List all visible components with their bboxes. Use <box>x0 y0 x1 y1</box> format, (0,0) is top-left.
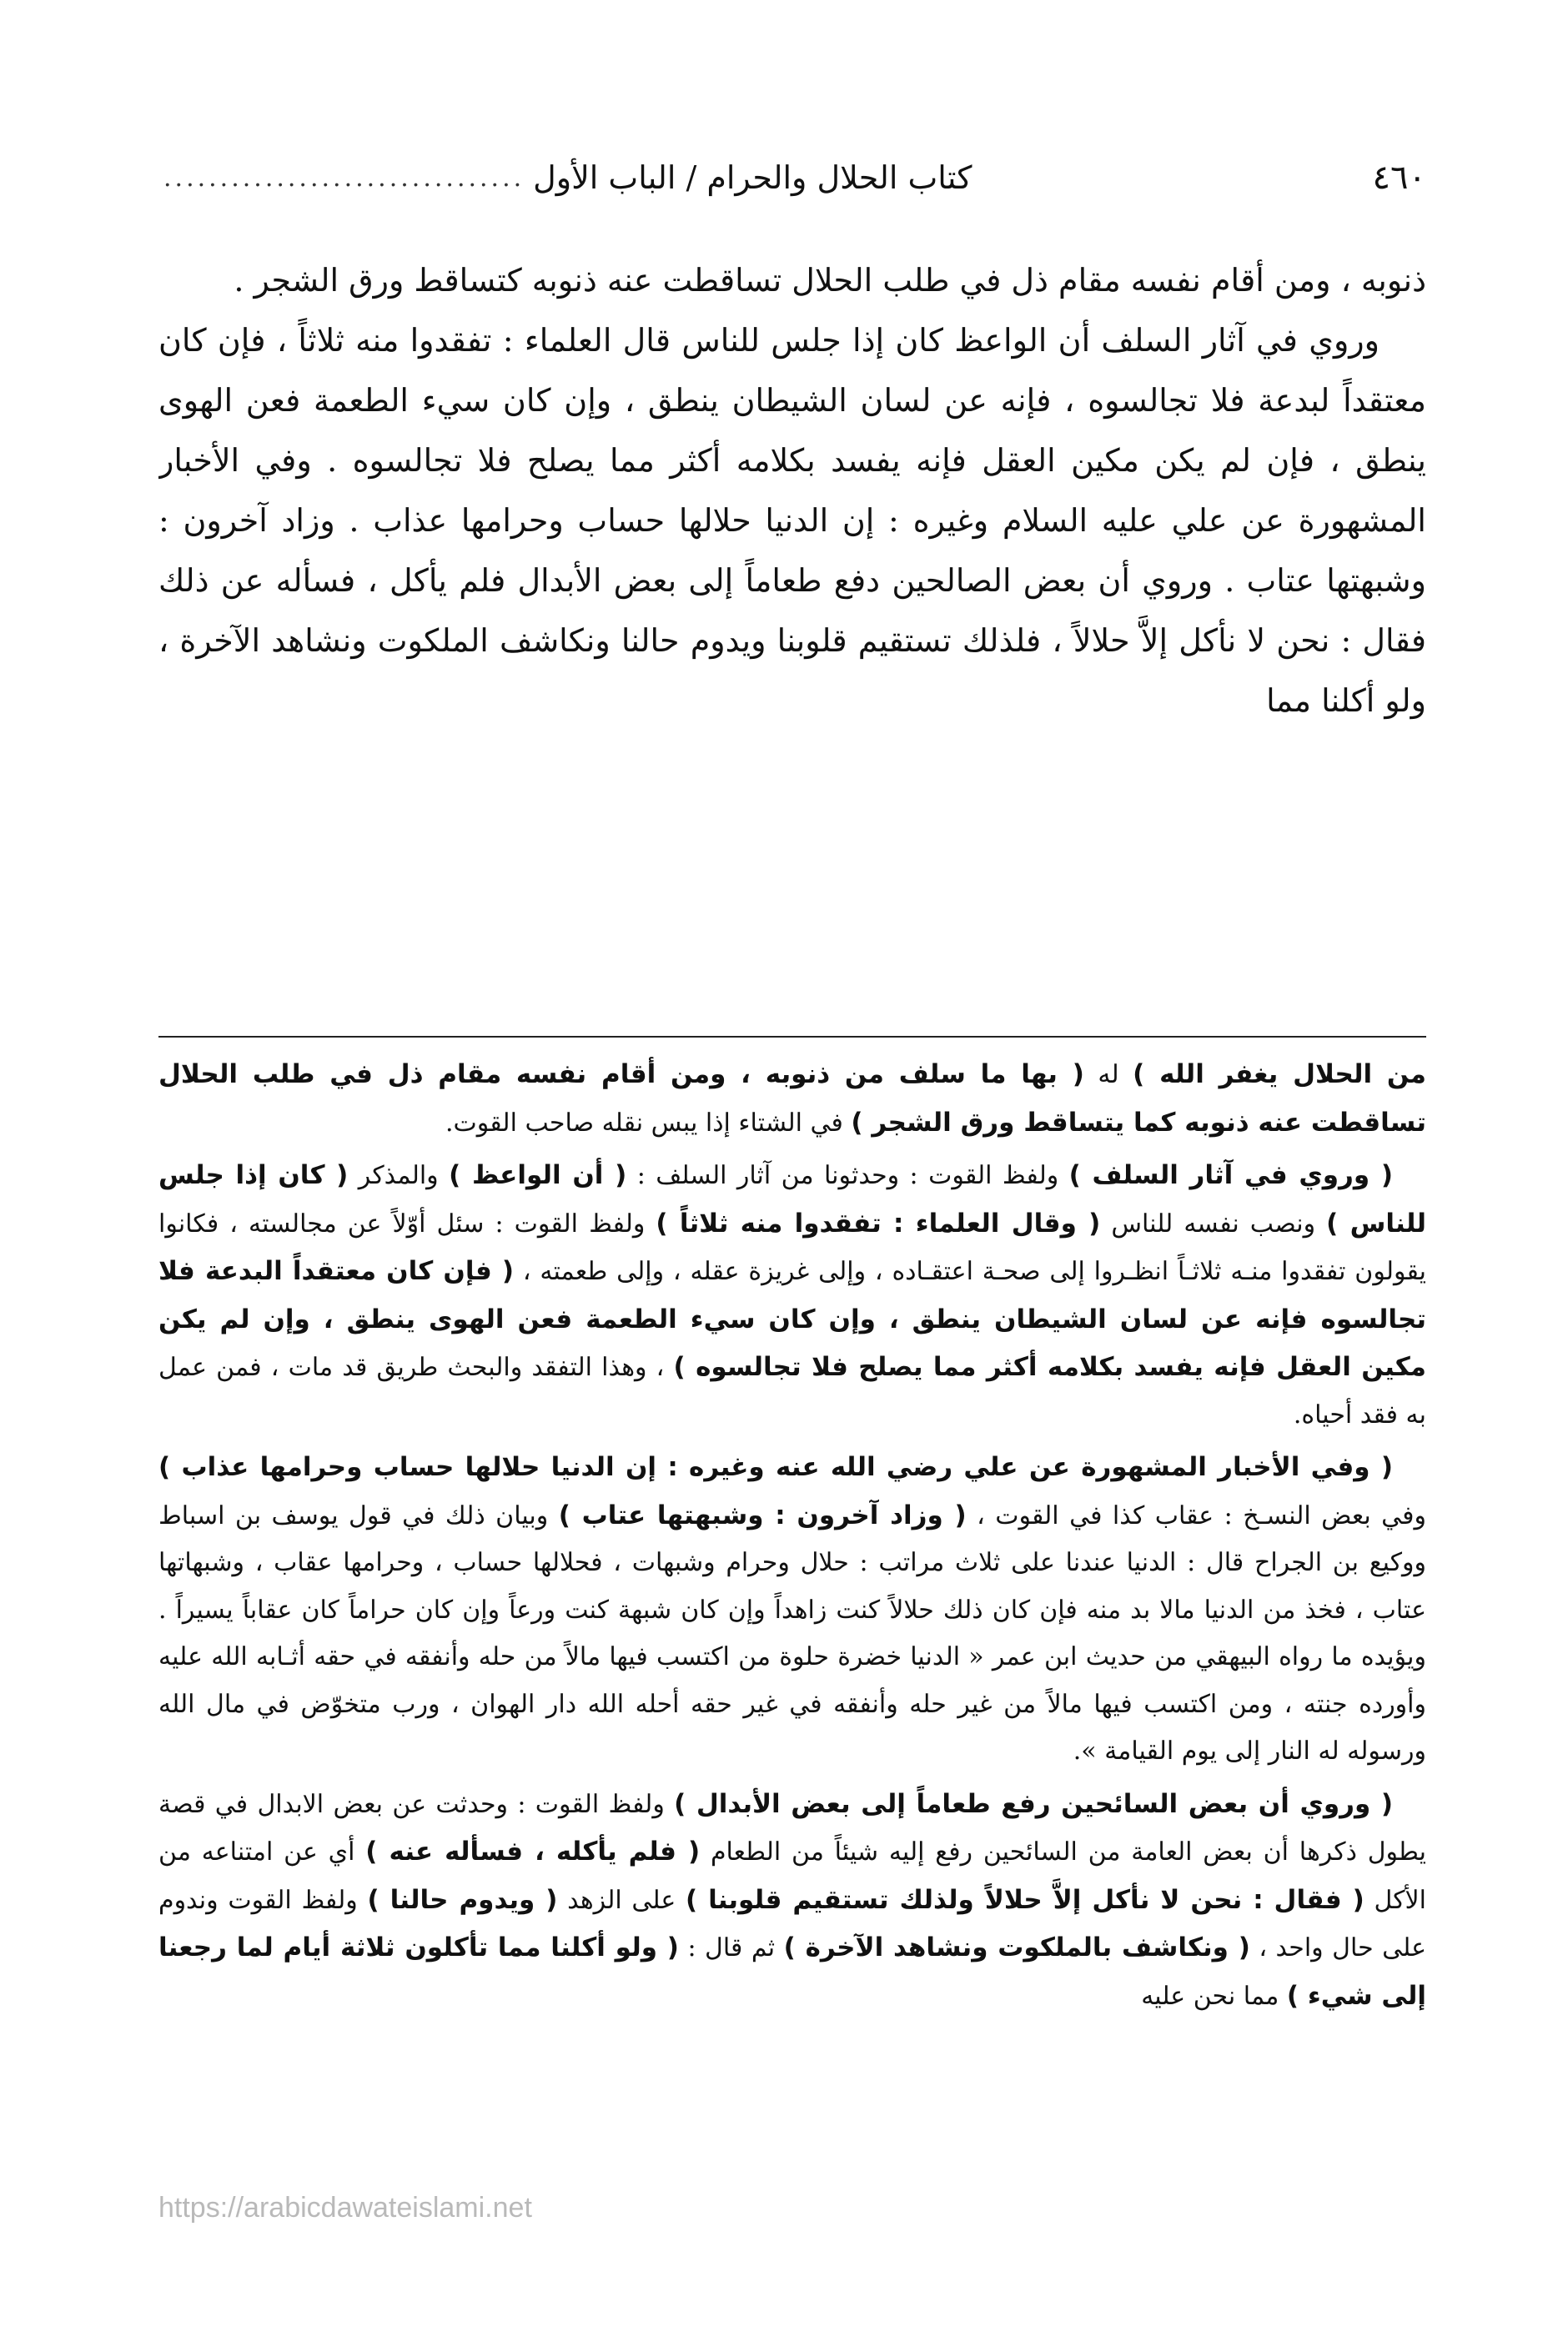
commentary-text: ، وهذا التفقد والبحث طريق قد مات ، فمن عمل به فقد أحياه. <box>158 1353 1426 1430</box>
commentary-paragraph <box>158 1051 1426 1147</box>
commentary-text: في الشتاء إذا يبس نقله صاحب القوت. <box>445 1108 852 1138</box>
leader-dots: ................................ <box>163 163 525 193</box>
quoted-text: ( وروي في آثار السلف ) <box>1068 1160 1393 1190</box>
commentary-text: ولفظ القوت : سئل أوّلاً عن مجالسته ، فكانوا يقولون تفقدوا منـه ثلاثـاً انظـروا إلى صحـة اعتقـاده ، وإلى غريزة عقله ، وإلى طعمته ، <box>158 1209 1426 1286</box>
commentary-paragraph <box>158 1781 1426 2021</box>
watermark-url: https://arabicdawateislami.net <box>158 2192 532 2224</box>
commentary-text: ونصب نفسه للناس <box>1100 1209 1327 1239</box>
quoted-text: ( وروي أن بعض السائحين رفع طعاماً إلى بعض الأبدال ) <box>674 1788 1393 1819</box>
page-number: ٤٦٠ <box>1372 158 1426 197</box>
quoted-text: ( وقال العلماء : تفقدوا منه ثلاثاً ) <box>656 1208 1101 1239</box>
running-title <box>158 159 972 196</box>
commentary-text: على الزهد <box>557 1885 686 1915</box>
commentary-text: ولفظ القوت وندوم على حال واحد ، <box>158 1885 1426 1963</box>
commentary-text: أي عن امتناعه من الأكل <box>158 1837 1426 1915</box>
commentary-section <box>158 1051 1426 2160</box>
quoted-text: من الحلال يغفر الله ) <box>1133 1059 1426 1089</box>
commentary-text: وبيان ذلك في قول يوسف بن اسباط ووكيع بن الجراح قال : الدنيا عندنا على ثلاث مراتب : حلال وحرام وشبهات ، فحلالها حساب ، وحرامها عقاب ، وشبهاتها عتاب ، فخذ من الدنيا مالا بد منه فإن كان ذلك حلالاً كنت زاهداً وإن كان شبهة كنت ورعاً وإن كان حراماً كان عقاباً يسيراً . ويؤيده ما رواه البيهقي من حديث ابن عمر « الدنيا خضرة حلوة من اكتسب فيها مالاً من حله وأنفقه في حقه أثـابه الله عليه وأورده جنته ، ومن اكتسب فيها مالاً من غير حله وأنفقه في غير حقه أحله الله دار الهوان ، ورب متخوّض في مال الله ورسوله له النار إلى يوم القيامة ». <box>158 1500 1426 1766</box>
commentary-text: والمذكر <box>348 1161 450 1190</box>
quoted-text: ( فإن كان معتقداً البدعة فلا تجالسوه فإنه عن لسان الشيطان ينطق ، وإن كان سيء الطعمة فعن الهوى ينطق ، وإن لم يكن مكين العقل فإنه يفسد بكلامه أكثر مما يصلح فلا تجالسوه ) <box>158 1256 1426 1382</box>
commentary-text: له <box>1083 1060 1133 1089</box>
quoted-text: ( ويدوم حالنا ) <box>367 1884 558 1915</box>
book-page <box>158 125 1426 2260</box>
running-title-text: كتاب الحلال والحرام / الباب الأول <box>533 159 972 196</box>
main-paragraph: ذنوبه ، ومن أقام نفسه مقام ذل في طلب الحلال تساقطت عنه ذنوبه كتساقط ورق الشجر . <box>234 262 1426 299</box>
page-header <box>158 148 1426 207</box>
commentary-text: مما نحن عليه <box>1141 1981 1287 2011</box>
quoted-text: ( كان إذا جلس للناس ) <box>158 1160 1426 1239</box>
quoted-text: ( وزاد آخرون : وشبهتها عتاب ) <box>558 1500 967 1530</box>
quoted-text: ( ونكاشف بالملكوت ونشاهد الآخرة ) <box>783 1932 1250 1963</box>
commentary-paragraph <box>158 1444 1426 1776</box>
quoted-text: ( فلم يأكله ، فسأله عنه ) <box>365 1837 701 1867</box>
quoted-text: ( ولو أكلنا مما تأكلون ثلاثة أيام لما رجعنا إلى شيء ) <box>158 1932 1426 2011</box>
commentary-paragraph <box>158 1152 1426 1439</box>
quoted-text: ( وفي الأخبار المشهورة عن علي رضي الله عنه وغيره : إن الدنيا حلالها حساب وحرامها عذاب ) <box>158 1452 1393 1482</box>
quoted-text: ( بها ما سلف من ذنوبه ، ومن أقام نفسه مقام ذل في طلب الحلال تساقطت عنه ذنوبه كما يتساقط ورق الشجر ) <box>158 1059 1426 1138</box>
footnote-divider <box>158 1036 1426 1038</box>
commentary-text: ولفظ القوت : وحدثت عن بعض الابدال في قصة يطول ذكرها أن بعض العامة من السائحين رفع إليه شيئاً من الطعام <box>158 1789 1426 1867</box>
commentary-text: ثم قال : <box>678 1933 784 1963</box>
quoted-text: ( أن الواعظ ) <box>449 1160 627 1190</box>
commentary-text: وفي بعض النسـخ : عقاب كذا في القوت ، <box>966 1500 1426 1530</box>
main-paragraph: وروي في آثار السلف أن الواعظ كان إذا جلس للناس قال العلماء : تفقدوا منه ثلاثاً ، فإن كان معتقداً لبدعة فلا تجالسوه ، فإنه عن لسان الشيطان ينطق ، وإن كان سيء الطعمة فعن الهوى ينطق ، فإن لم يكن مكين العقل فإنه يفسد بكلامه أكثر مما يصلح فلا تجالسوه . وفي الأخبار المشهورة عن علي عليه السلام وغيره : إن الدنيا حلالها حساب وحرامها عذاب . وزاد آخرون : وشبهتها عتاب . وروي أن بعض الصالحين دفع طعاماً إلى بعض الأبدال فلم يأكل ، فسأله عن ذلك فقال : نحن لا نأكل إلاَّ حلالاً ، فلذلك تستقيم قلوبنا ويدوم حالنا ونكاشف الملكوت ونشاهد الآخرة ، ولو أكلنا مما <box>158 322 1426 719</box>
commentary-text: ولفظ القوت : وحدثونا من آثار السلف : <box>626 1161 1069 1190</box>
quoted-text: ( فقال : نحن لا نأكل إلاَّ حلالاً ولذلك تستقيم قلوبنا ) <box>685 1884 1364 1915</box>
main-text <box>158 250 1426 1026</box>
